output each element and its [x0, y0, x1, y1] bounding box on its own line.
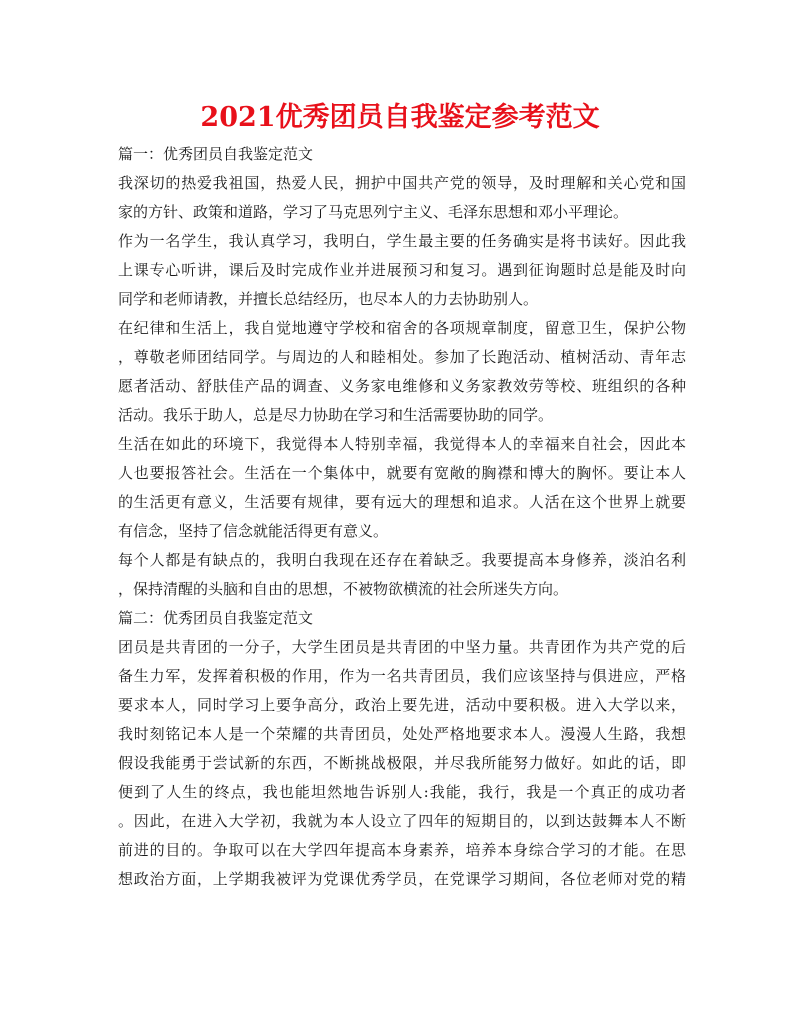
text-line: 假设我能勇于尝试新的东西，不断挑战极限，并尽我所能努力做好。如此的话，即: [118, 754, 686, 772]
text-line: 作为一名学生，我认真学习，我明白，学生最主要的任务确实是将书读好。因此我: [118, 232, 686, 250]
text-line: 同学和老师请教，并擅长总结经历，也尽本人的力去协助别人。: [118, 290, 539, 308]
text-line: 便到了人生的终点，我也能坦然地告诉别人:我能，我行，我是一个真正的成功者: [118, 783, 686, 801]
text-line: 我时刻铭记本人是一个荣耀的共青团员，处处严格地要求本人。漫漫人生路，我想: [118, 725, 686, 743]
text-line: 的生活更有意义，生活要有规律，要有远大的理想和追求。人活在这个世界上就要: [118, 493, 686, 511]
text-line: ，保持清醒的头脑和自由的思想，不被物欲横流的社会所迷失方向。: [118, 580, 569, 598]
text-line: 人也要报答社会。生活在一个集体中，就要有宽敞的胸襟和博大的胸怀。要让本人: [118, 464, 686, 482]
text-line: 家的方针、政策和道路，学习了马克思列宁主义、毛泽东思想和邓小平理论。: [118, 203, 629, 221]
document-body: [118, 140, 686, 894]
section-heading: 篇二：优秀团员自我鉴定范文: [118, 609, 314, 627]
text-line: ，尊敬老师团结同学。与周边的人和睦相处。参加了长跑活动、植树活动、青年志: [118, 348, 686, 366]
text-line: 我深切的热爱我祖国，热爱人民，拥护中国共产党的领导，及时理解和关心党和国: [118, 174, 686, 192]
text-line: 前进的目的。争取可以在大学四年提高本身素养，培养本身综合学习的才能。在思: [118, 841, 686, 859]
text-line: 团员是共青团的一分子，大学生团员是共青团的中坚力量。共青团作为共产党的后: [118, 638, 686, 656]
text-line: 在纪律和生活上，我自觉地遵守学校和宿舍的各项规章制度，留意卫生，保护公物: [118, 319, 686, 337]
text-line: 有信念，坚持了信念就能活得更有意义。: [118, 522, 389, 540]
text-line: 愿者活动、舒肤佳产品的调查、义务家电维修和义务家教效劳等校、班组织的各种: [118, 377, 686, 395]
document-title: 2021优秀团员自我鉴定参考范文: [200, 102, 600, 133]
text-line: 要求本人，同时学习上要争高分，政治上要先进，活动中要积极。进入大学以来，: [118, 696, 686, 714]
text-line: 上课专心听讲，课后及时完成作业并进展预习和复习。遇到征询题时总是能及时向: [118, 261, 686, 279]
text-line: 活动。我乐于助人，总是尽力协助在学习和生活需要协助的同学。: [118, 406, 554, 424]
text-line: 想政治方面，上学期我被评为党课优秀学员，在党课学习期间，各位老师对党的精: [118, 870, 686, 888]
text-line: 生活在如此的环境下，我觉得本人特别幸福，我觉得本人的幸福来自社会，因此本: [118, 435, 686, 453]
text-line: 每个人都是有缺点的，我明白我现在还存在着缺乏。我要提高本身修养，淡泊名利: [118, 551, 686, 569]
section-heading: 篇一：优秀团员自我鉴定范文: [118, 145, 314, 163]
text-line: 备生力军，发挥着积极的作用，作为一名共青团员，我们应该坚持与俱进应，严格: [118, 667, 686, 685]
text-line: 。因此，在进入大学初，我就为本人设立了四年的短期目的，以到达鼓舞本人不断: [118, 812, 686, 830]
